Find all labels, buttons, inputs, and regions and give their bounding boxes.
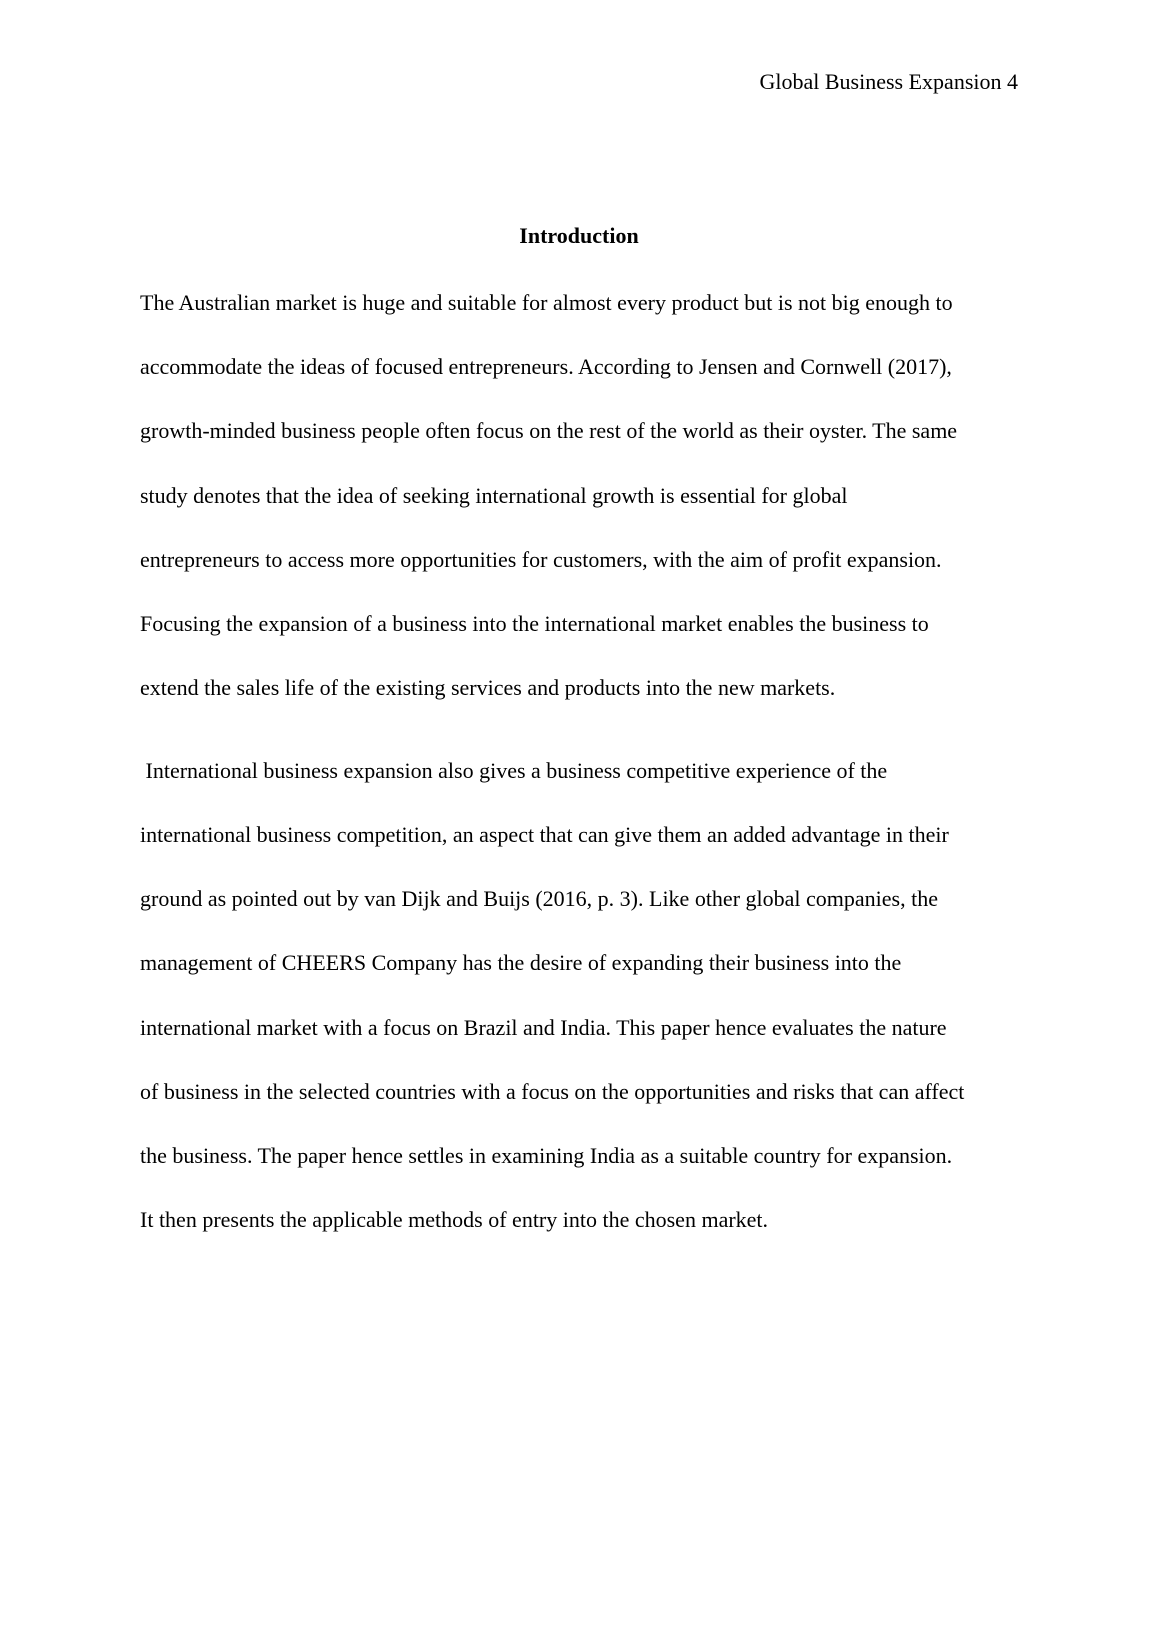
paragraph-line: growth-minded business people often focus on the rest of the world as their oyster. The same [140, 418, 958, 443]
paragraph-line: management of CHEERS Company has the desire of expanding their business into the [140, 950, 902, 975]
paragraph-line: international market with a focus on Brazil and India. This paper hence evaluates the nature [140, 1015, 947, 1040]
paragraph-line: study denotes that the idea of seeking international growth is essential for global [140, 483, 848, 508]
running-header: Global Business Expansion 4 [759, 69, 1018, 94]
paragraph-line: ground as pointed out by van Dijk and Buijs (2016, p. 3). Like other global companies, the [140, 886, 938, 911]
paragraph-line: extend the sales life of the existing services and products into the new markets. [140, 675, 836, 700]
paragraph-line: International business expansion also gives a business competitive experience of the [140, 758, 888, 783]
paragraph-line: It then presents the applicable methods of entry into the chosen market. [140, 1207, 769, 1232]
paragraph-line: of business in the selected countries with a focus on the opportunities and risks that can affect [140, 1079, 965, 1104]
paragraph-line: Focusing the expansion of a business into the international market enables the business to [140, 611, 929, 636]
paragraph-line: entrepreneurs to access more opportunities for customers, with the aim of profit expansion. [140, 547, 942, 572]
paragraph-line: the business. The paper hence settles in examining India as a suitable country for expansion. [140, 1143, 953, 1168]
paragraph-line: accommodate the ideas of focused entrepreneurs. According to Jensen and Cornwell (2017), [140, 354, 952, 379]
section-heading: Introduction [519, 223, 639, 248]
paragraph-line: international business competition, an aspect that can give them an added advantage in their [140, 822, 949, 847]
paragraph-line: The Australian market is huge and suitable for almost every product but is not big enough to [140, 290, 953, 315]
